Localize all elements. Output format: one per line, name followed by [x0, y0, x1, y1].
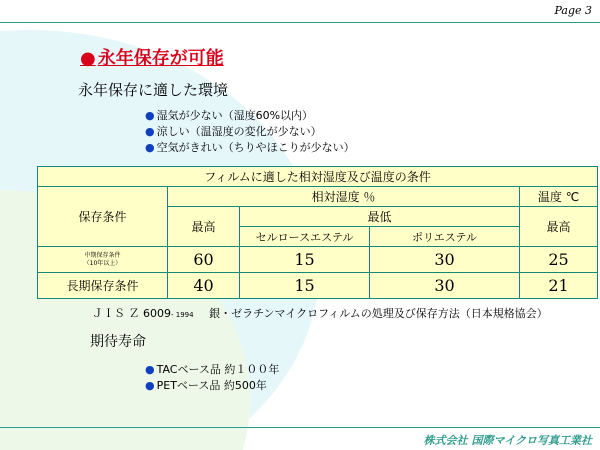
row-label: 長期保存条件 — [38, 273, 168, 299]
cell-max: 40 — [168, 273, 240, 299]
cell-max: 60 — [168, 247, 240, 273]
col-header-cellulose: セルロースエステル — [240, 227, 370, 247]
col-header-humidity: 相対湿度 ％ — [168, 187, 520, 207]
bullet-icon: ● — [145, 109, 155, 122]
col-header-min: 最低 — [240, 207, 520, 227]
col-header-temp-max: 最高 — [520, 207, 598, 247]
lifespan-list — [145, 362, 279, 394]
col-header-polyester: ポリエステル — [370, 227, 520, 247]
condition-list — [145, 108, 355, 156]
slide-title — [80, 44, 224, 70]
table-caption: フィルムに適した相対湿度及び温度の条件 — [38, 167, 598, 187]
standard-title: 銀・ゼラチンマイクロフィルムの処理及び保存方法（日本規格協会） — [209, 307, 548, 320]
list-item: ● PETベース品 約500年 — [145, 379, 267, 392]
title-bullet-icon: ● — [80, 48, 96, 69]
row-label: 中期保存条件 （10年以上） — [38, 247, 168, 273]
cell-polyester: 30 — [370, 247, 520, 273]
header-rule — [0, 22, 600, 23]
table-row — [38, 273, 598, 299]
cell-cellulose: 15 — [240, 247, 370, 273]
title-text: 永年保存が可能 — [97, 48, 224, 69]
col-header-condition: 保存条件 — [38, 187, 168, 247]
subtitle: 永年保存に適した環境 — [78, 81, 229, 99]
cell-temp: 21 — [520, 273, 598, 299]
cell-cellulose: 15 — [240, 273, 370, 299]
storage-condition-table — [37, 166, 598, 299]
standard-year: - 1994 — [171, 311, 194, 319]
section-title: 期待寿命 — [90, 334, 146, 350]
table-row — [38, 247, 598, 273]
list-item: ● 涼しい（温湿度の変化が少ない） — [145, 125, 322, 138]
bullet-icon: ● — [145, 363, 155, 376]
bullet-icon: ● — [145, 379, 155, 392]
bullet-icon: ● — [145, 141, 155, 154]
list-item: ● 湿気が少ない（湿度60%以内） — [145, 109, 314, 122]
footer-rule — [0, 427, 600, 428]
list-item: ● 空気がきれい（ちりやほこりが少ない） — [145, 141, 355, 154]
standard-id: ＪＩＳ Ｚ 6009 — [92, 307, 171, 320]
cell-temp: 25 — [520, 247, 598, 273]
bullet-icon: ● — [145, 125, 155, 138]
col-header-max: 最高 — [168, 207, 240, 247]
col-header-temp: 温度 ℃ — [520, 187, 598, 207]
cell-polyester: 30 — [370, 273, 520, 299]
source-citation — [92, 305, 548, 321]
list-item: ● TACベース品 約１００年 — [145, 363, 280, 376]
page-number: Page 3 — [554, 4, 592, 17]
company-name: 株式会社 国際マイクロ写真工業社 — [423, 434, 592, 447]
